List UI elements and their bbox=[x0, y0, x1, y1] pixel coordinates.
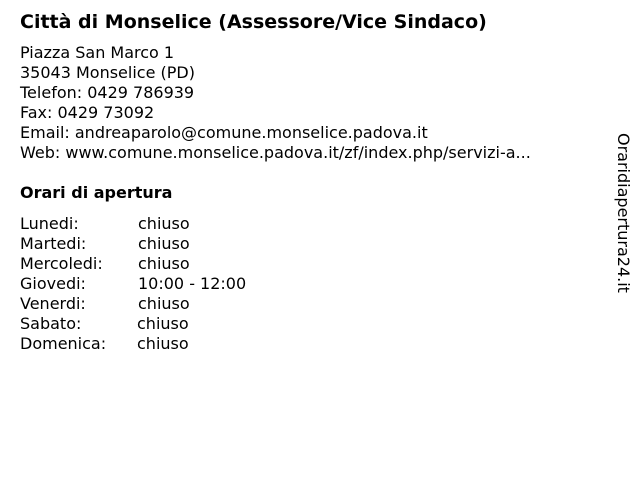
hours-time: chiuso bbox=[137, 314, 189, 333]
hours-time: chiuso bbox=[138, 294, 190, 313]
watermark-site-name bbox=[612, 133, 634, 309]
contact-street: Piazza San Marco 1 bbox=[20, 43, 175, 62]
hours-day: Martedi: bbox=[20, 234, 87, 253]
contact-email: Email: andreaparolo@comune.monselice.padova.it bbox=[20, 123, 428, 142]
hours-time: 10:00 - 12:00 bbox=[138, 274, 247, 293]
hours-day: Venerdi: bbox=[20, 294, 86, 313]
opening-hours-heading: Orari di apertura bbox=[20, 183, 173, 202]
contact-block bbox=[20, 43, 531, 163]
hours-time: chiuso bbox=[138, 234, 190, 253]
hours-time: chiuso bbox=[138, 254, 190, 273]
hours-day: Giovedi: bbox=[20, 274, 86, 293]
hours-day: Sabato: bbox=[20, 314, 82, 333]
page-title: Città di Monselice (Assessore/Vice Sindaco) bbox=[20, 11, 487, 33]
hours-time: chiuso bbox=[137, 334, 189, 353]
contact-fax: Fax: 0429 73092 bbox=[20, 103, 155, 122]
contact-city: 35043 Monselice (PD) bbox=[20, 63, 195, 82]
hours-day: Mercoledi: bbox=[20, 254, 103, 273]
hours-time: chiuso bbox=[138, 214, 190, 233]
watermark-text: Oraridiapertura24.it bbox=[614, 133, 633, 293]
hours-day: Domenica: bbox=[20, 334, 107, 353]
contact-web: Web: www.comune.monselice.padova.it/zf/index.php/servizi-a... bbox=[20, 143, 531, 162]
contact-phone: Telefon: 0429 786939 bbox=[20, 83, 195, 102]
hours-day: Lunedi: bbox=[20, 214, 79, 233]
